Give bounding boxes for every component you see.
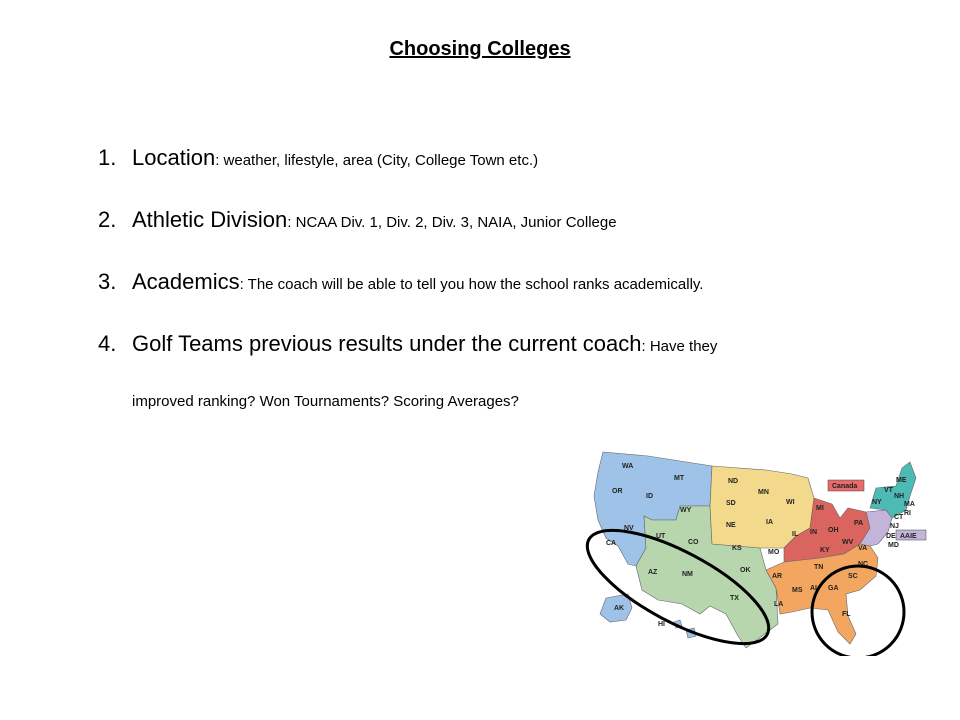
item-detail: : weather, lifestyle, area (City, College Town etc.) (215, 152, 539, 169)
item-detail-continued: improved ranking? Won Tournaments? Scoring Averages? (132, 393, 519, 410)
item-heading: Golf Teams previous results under the current coach: Have they (132, 331, 718, 356)
state-label: ND (728, 478, 739, 485)
item-detail: : Have they (641, 338, 718, 355)
state-label: ID (646, 493, 653, 500)
item-number: 3. (98, 269, 117, 294)
state-label: NH (894, 493, 905, 500)
state-label: NE (726, 522, 736, 529)
state-label: KY (820, 547, 830, 554)
state-label: NC (858, 561, 869, 568)
state-label: WA (622, 463, 634, 470)
state-label: FL (842, 611, 851, 618)
state-label: MO (768, 549, 780, 556)
state-label: TN (814, 564, 824, 571)
state-label: IA (766, 519, 773, 526)
state-label: TX (730, 595, 739, 602)
state-label: CA (606, 540, 617, 547)
state-label: MI (816, 505, 824, 512)
page-title: Choosing Colleges (389, 38, 571, 60)
item-number: 1. (98, 145, 117, 170)
state-label: NV (624, 525, 634, 532)
state-label: ME (896, 477, 907, 484)
state-label: DE (886, 533, 896, 540)
state-label: MA (904, 501, 915, 508)
item-detail: : NCAA Div. 1, Div. 2, Div. 3, NAIA, Junior College (287, 214, 617, 231)
state-label: OH (828, 527, 839, 534)
state-label: RI (904, 510, 911, 517)
item-number: 2. (98, 207, 117, 232)
item-detail: : The coach will be able to tell you how the school ranks academically. (239, 276, 704, 293)
state-label: HI (658, 621, 665, 628)
state-label: CO (688, 539, 699, 546)
state-label: WI (786, 499, 795, 506)
us-regions-map (570, 448, 938, 656)
aaie-label: AAIE (900, 533, 917, 540)
state-label: WV (842, 539, 854, 546)
state-label: IN (810, 529, 817, 536)
state-label: AK (614, 605, 625, 612)
state-label: SD (726, 500, 736, 507)
item-number: 4. (98, 331, 117, 356)
state-label: AL (810, 585, 820, 592)
state-label: OK (740, 567, 751, 574)
canada-label: Canada (832, 483, 858, 490)
state-label: LA (774, 601, 784, 608)
state-label: OR (612, 488, 623, 495)
state-label: MN (758, 489, 769, 496)
item-heading: Academics: The coach will be able to tell you how the school ranks academically. (132, 269, 704, 294)
state-label: AR (772, 573, 783, 580)
state-label: NY (872, 499, 882, 506)
state-label: IL (792, 531, 799, 538)
region-southeast (766, 544, 878, 644)
state-label: KS (732, 545, 742, 552)
state-label: UT (656, 533, 666, 540)
state-label: MT (674, 475, 685, 482)
state-label: NJ (890, 523, 899, 530)
state-label: PA (854, 520, 864, 527)
state-label: MD (888, 542, 899, 549)
state-label: MS (792, 587, 803, 594)
state-label: AZ (648, 569, 658, 576)
state-label: SC (848, 573, 858, 580)
state-label: GA (828, 585, 839, 592)
state-label: WY (680, 507, 692, 514)
state-label: CT (894, 514, 904, 521)
state-label: NM (682, 571, 693, 578)
state-label: VA (858, 545, 868, 552)
state-label: VT (884, 487, 893, 494)
item-heading: Location: weather, lifestyle, area (City, College Town etc.) (132, 145, 539, 170)
item-heading: Athletic Division: NCAA Div. 1, Div. 2, Div. 3, NAIA, Junior College (132, 207, 617, 232)
